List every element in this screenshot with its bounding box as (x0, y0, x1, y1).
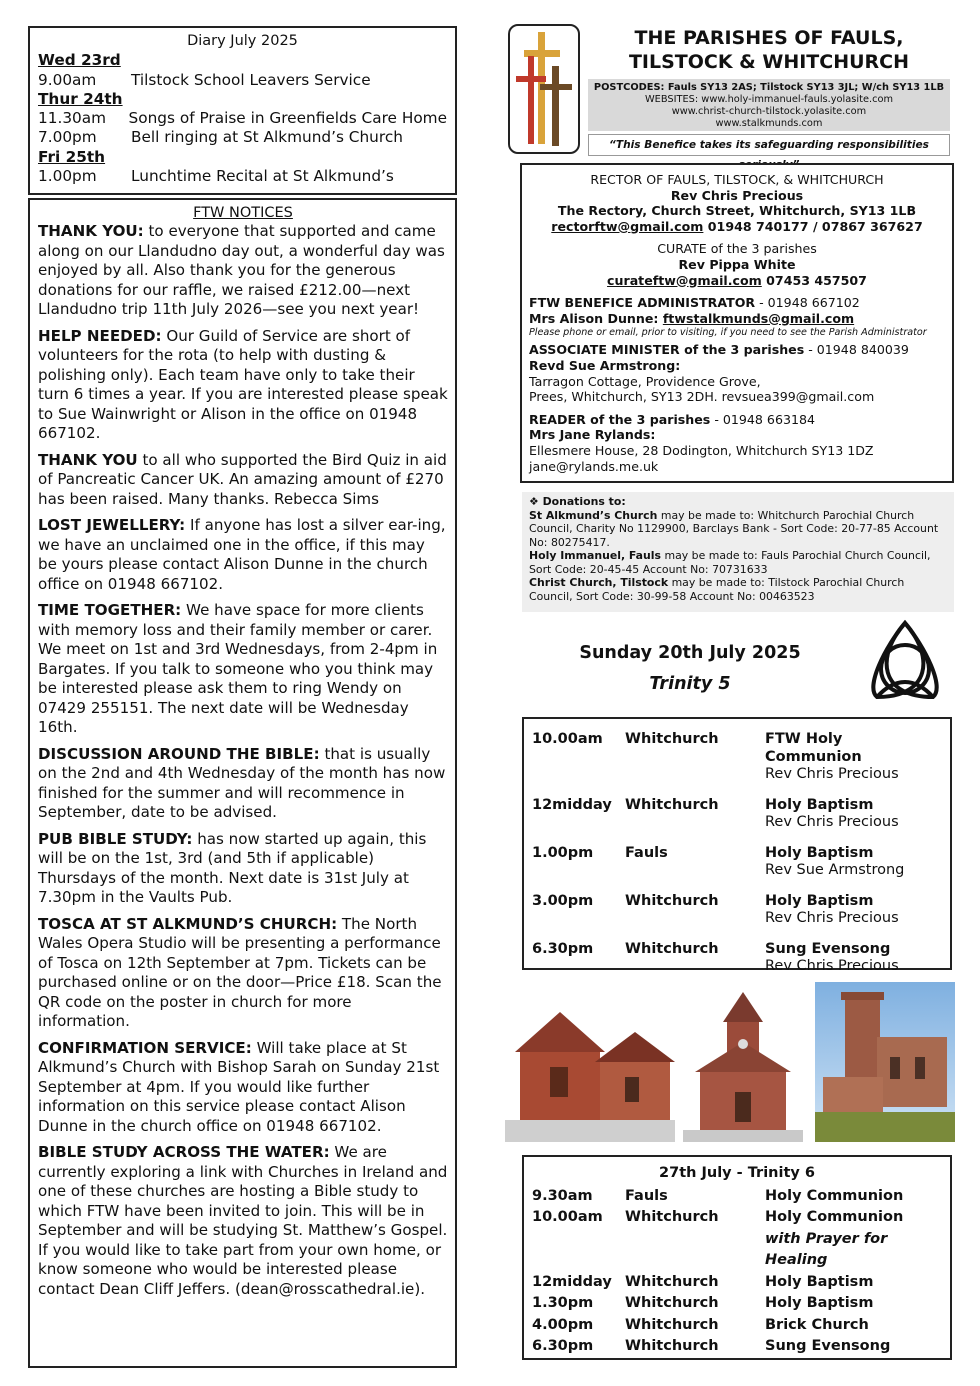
next-service-row (532, 1315, 942, 1337)
rector-name: Rev Chris Precious (670, 187, 804, 203)
notice-body: has now started up again, this will be on the 1st, 3rd (and 5th if applicable) Thursdays of the month. Next date is 31st July at 7.30pm in the Vaults Pub. (38, 829, 427, 906)
service-details (765, 797, 942, 832)
service-details (765, 1186, 942, 1208)
reader-name: Mrs Jane Rylands: (529, 427, 656, 443)
service-place: Whitchurch (625, 796, 719, 813)
service-name: Holy Baptism (765, 1295, 874, 1311)
notice-heading: HELP NEEDED: (38, 326, 162, 345)
rector-email[interactable]: rectorftw@gmail.com (551, 218, 704, 234)
title-line: TILSTOCK & WHITCHURCH (628, 51, 910, 73)
church-photo-tilstock (683, 982, 803, 1142)
notice-body: If anyone has lost a silver ear-ing, we have an unclaimed one in the office, if this may be yours please contact Alison Dunne in the church office on 01948 667102. (38, 516, 446, 593)
reader-address: Ellesmere House, 28 Dodington, Whitchurch SY13 1DZ (529, 442, 874, 458)
service-minister: Rev Chris Precious (765, 958, 899, 974)
service-row (532, 893, 942, 928)
service-time: 1.30pm (532, 1295, 594, 1311)
notice-item (38, 745, 448, 823)
diary-day: Fri 25th (38, 147, 106, 166)
notice-heading: TIME TOGETHER: (38, 601, 182, 619)
sunday-subtitle: Trinity 5 (649, 674, 731, 694)
notice-body: We have space for more clients with memory loss and their family member or carer. We meet on 1st and 3rd Wednesdays, from 2-4pm in Bargates. If you talk to someone who you think may be interested please ask them to ring Wendy on 07429 255151. The next date will be Wednesday 16th. (38, 601, 438, 736)
curate-email[interactable]: curateftw@gmail.com (607, 272, 762, 288)
service-details (765, 1293, 942, 1315)
service-details (765, 1272, 942, 1294)
service-place: Whitchurch (625, 940, 719, 957)
service-name: Brick Church (765, 1316, 869, 1333)
clergy-box (520, 163, 954, 483)
postcodes-text: POSTCODES: Fauls SY13 2AS; Tilstock SY13 3JL; W/ch SY13 1LB (593, 82, 945, 93)
donation-entry (529, 576, 947, 603)
website-text: www.stalkmunds.com (715, 118, 823, 129)
next-week-title: 27th July - Trinity 6 (659, 1165, 815, 1181)
service-details (765, 731, 942, 784)
service-row (532, 845, 942, 880)
donation-church: Christ Church, Tilstock (529, 576, 669, 589)
service-note: with Prayer for Healing (765, 1230, 888, 1268)
service-place: Whitchurch (625, 1295, 719, 1311)
diary-event: 9.00am Tilstock School Leavers Service (38, 70, 371, 89)
diary-event: 1.00pm Lunchtime Recital at St Alkmund’s (38, 167, 394, 186)
service-details (765, 1207, 942, 1272)
service-place: Whitchurch (625, 1209, 719, 1225)
curate-phone: 07453 457507 (761, 272, 867, 288)
rector-address: The Rectory, Church Street, Whitchurch, SY13 1LB (557, 203, 917, 219)
sunday-date: Sunday 20th July 2025 (579, 643, 801, 663)
service-time: 12midday (532, 796, 612, 813)
donation-details: may be made to: Fauls Parochial Church Council, Sort Code: 20-45-45 Account No: 70731633 (529, 549, 931, 576)
service-name: Holy Baptism (765, 1273, 874, 1290)
donation-list (529, 509, 947, 604)
donation-details: may be made to: Whitchurch Parochial Church Council, Charity No 1129900, Barclays Bank - Sort Code: 20-77-85 Account No: 80275417. (529, 508, 939, 549)
service-minister: Rev Chris Precious (765, 766, 899, 782)
trinity-knot-icon (855, 617, 955, 709)
notices-title: FTW NOTICES (193, 205, 293, 221)
service-time: 1.00pm (532, 844, 594, 861)
service-place: Whitchurch (625, 731, 719, 747)
service-place: Whitchurch (625, 1338, 719, 1354)
reader-phone: - 01948 663184 (710, 411, 816, 427)
diary-day: Wed 23rd (38, 51, 121, 70)
service-time: 9.30am (532, 1187, 593, 1204)
service-row (532, 797, 942, 832)
reader-email: jane@rylands.me.uk (529, 458, 659, 474)
notice-heading: BIBLE STUDY ACROSS THE WATER: (38, 1143, 330, 1161)
next-service-row (532, 1336, 942, 1358)
donations-panel (522, 492, 954, 612)
service-minister: Rev Chris Precious (765, 814, 899, 830)
next-service-row (532, 1186, 942, 1208)
service-details (765, 1336, 942, 1358)
service-time: 10.00am (532, 1209, 603, 1225)
service-name: Holy Baptism (765, 796, 874, 813)
notice-item (38, 451, 448, 510)
service-place: Whitchurch (625, 1316, 719, 1333)
notice-item (38, 222, 448, 320)
admin-name: Mrs Alison Dunne: (529, 310, 663, 326)
donation-entry (529, 509, 947, 550)
curate-name: Rev Pippa White (678, 256, 796, 272)
assoc-phone: - 01948 840039 (804, 342, 909, 358)
service-time: 6.30pm (532, 1338, 594, 1354)
rector-title: RECTOR OF FAULS, TILSTOCK, & WHITCHURCH (590, 172, 884, 187)
church-photo-fauls (505, 992, 675, 1142)
notice-item (38, 830, 448, 908)
diary-box (28, 26, 457, 195)
notice-heading: PUB BIBLE STUDY: (38, 829, 193, 848)
service-details (765, 1315, 942, 1337)
service-place: Fauls (625, 1187, 668, 1204)
service-place: Whitchurch (625, 892, 719, 909)
notice-body: that is usually on the 2nd and 4th Wednesday of the month has now finished for the summer and will recommence in September, date to be advised. (38, 744, 446, 821)
assoc-address: Tarragon Cottage, Providence Grove, (529, 373, 761, 389)
assoc-title: ASSOCIATE MINISTER of the 3 parishes (529, 342, 805, 358)
notice-body: to all who supported the Bird Quiz in aid of Pancreatic Cancer UK. An amazing amount of £270 has been raised. Many thanks. Rebecca Sims (38, 450, 447, 508)
rector-phone: 01948 740177 / 07867 367627 (703, 218, 923, 234)
crosses-icon (510, 26, 578, 152)
service-name: Holy Communion (765, 1187, 904, 1204)
notice-heading: CONFIRMATION SERVICE: (38, 1038, 252, 1057)
notice-list (38, 222, 448, 1299)
website-text: www.christ-church-tilstock.yolasite.com (671, 106, 867, 117)
notice-body: We are currently exploring a link with Churches in Ireland and one of these churches are hosting a Bible study to which FTW have been invited to join. This will be in September and will be studying St. Matthew’s Gospel. If you would like to take part from your own home, or know someone who would be interested please contact Dean Cliff Jeffers. (dean@rosscathedral.ie). (38, 1143, 448, 1298)
donation-church: St Alkmund’s Church (529, 508, 658, 522)
service-row (532, 731, 942, 784)
service-details (765, 845, 942, 880)
assoc-name: Revd Sue Armstrong: (529, 357, 681, 373)
safeguarding-statement: “This Benefice takes its safeguarding responsibilities (588, 134, 950, 156)
service-place: Whitchurch (625, 1273, 719, 1290)
notice-item (38, 601, 448, 738)
admin-title: FTW BENEFICE ADMINISTRATOR (529, 295, 756, 311)
next-week-box (522, 1155, 952, 1360)
sunday-services-box (522, 717, 952, 974)
church-photos (505, 982, 955, 1145)
reader-title: READER of the 3 parishes (529, 411, 711, 427)
service-details (765, 941, 942, 976)
service-name: FTW Holy Communion (765, 731, 862, 765)
donation-entry (529, 549, 947, 576)
admin-phone: - 01948 667102 (755, 295, 860, 311)
diary-event: 7.00pm Bell ringing at St Alkmund’s Church (38, 128, 403, 147)
notices-box (28, 198, 457, 1368)
notice-heading: TOSCA AT ST ALKMUND’S CHURCH: (38, 914, 338, 933)
service-name: Holy Baptism (765, 844, 874, 861)
parish-logo (508, 24, 580, 154)
service-time: 10.00am (532, 731, 603, 747)
assoc-address: Prees, Whitchurch, SY13 2DH. revsuea399@gmail.com (529, 389, 875, 405)
notice-item (38, 1143, 448, 1299)
notice-item (38, 1039, 448, 1137)
service-details (765, 893, 942, 928)
admin-email[interactable]: ftwstalkmunds@gmail.com (662, 310, 855, 326)
diamond-icon: ❖ (529, 495, 543, 508)
notice-item (38, 516, 448, 594)
donations-title: Donations to: (542, 495, 626, 508)
notice-body: to everyone that supported and came along on our Llandudno day out, a wonderful day was enjoyed by all. Also thank you for the generous donations for our raffle, we raised £212.00—next Llandudno trip 11th July 2026—see you next year! (38, 222, 445, 318)
service-time: 4.00pm (532, 1316, 594, 1333)
parish-title (588, 26, 950, 74)
service-time: 3.00pm (532, 892, 594, 909)
service-row (532, 941, 942, 976)
church-photo-whitchurch (815, 982, 955, 1142)
service-name: Holy Communion (765, 1209, 904, 1225)
service-minister: Rev Chris Precious (765, 910, 899, 926)
notice-body: Our Guild of Service are short of volunteers for the rota (to help with dusting & polishing only). Each team have only to take their turn 6 times a year. If you are interested please speak to Sue Wainwright or Alison in the office on 01948 667102. (38, 326, 448, 442)
next-service-row (532, 1293, 942, 1315)
sunday-service-list (532, 731, 942, 976)
service-time: 6.30pm (532, 940, 594, 957)
website-text: WEBSITES: www.holy-immanuel-fauls.yolasite.com (644, 94, 894, 105)
next-week-list (532, 1186, 942, 1358)
service-name: Sung Evensong (765, 940, 891, 957)
admin-note: Please phone or email, prior to visiting, if you need to see the Parish Administrator (529, 327, 927, 339)
notice-heading: LOST JEWELLERY: (38, 516, 186, 534)
notice-heading: THANK YOU: (38, 222, 144, 240)
donation-details: may be made to: Tilstock Parochial Church Council, Sort Code: 30-99-58 Account No: 00463523 (529, 576, 905, 603)
service-name: Sung Evensong (765, 1338, 891, 1354)
title-line: THE PARISHES OF FAULS, (634, 27, 904, 49)
next-service-row (532, 1207, 942, 1272)
service-minister: Rev Sue Armstrong (765, 862, 905, 878)
donation-church: Holy Immanuel, Fauls (529, 549, 661, 562)
notice-body: Will take place at St Alkmund’s Church with Bishop Sarah on Sunday 21st September at 4pm. If you would like further information on this service please contact Alison Dunne in the church office on 01948 667102. (38, 1038, 440, 1135)
diary-event: 11.30am Songs of Praise in Greenfields Care Home (38, 109, 447, 128)
service-name: Holy Baptism (765, 892, 874, 909)
notice-item (38, 327, 448, 444)
notice-item (38, 915, 448, 1032)
curate-title: CURATE of the 3 parishes (657, 241, 817, 257)
diary-title: Diary July 2025 (187, 33, 298, 49)
notice-heading: THANK YOU (38, 450, 138, 469)
next-service-row (532, 1272, 942, 1294)
notice-heading: DISCUSSION AROUND THE BIBLE: (38, 744, 320, 763)
service-place: Fauls (625, 844, 668, 861)
service-time: 12midday (532, 1273, 612, 1290)
postcode-panel (588, 79, 950, 131)
notice-body: The North Wales Opera Studio will be presenting a performance of Tosca on 12th September at 7pm. Tickets can be purchased online or on the door—Price £18. Scan the QR code on the poster in church for more information. (38, 914, 442, 1030)
diary-day: Thur 24th (38, 89, 123, 108)
